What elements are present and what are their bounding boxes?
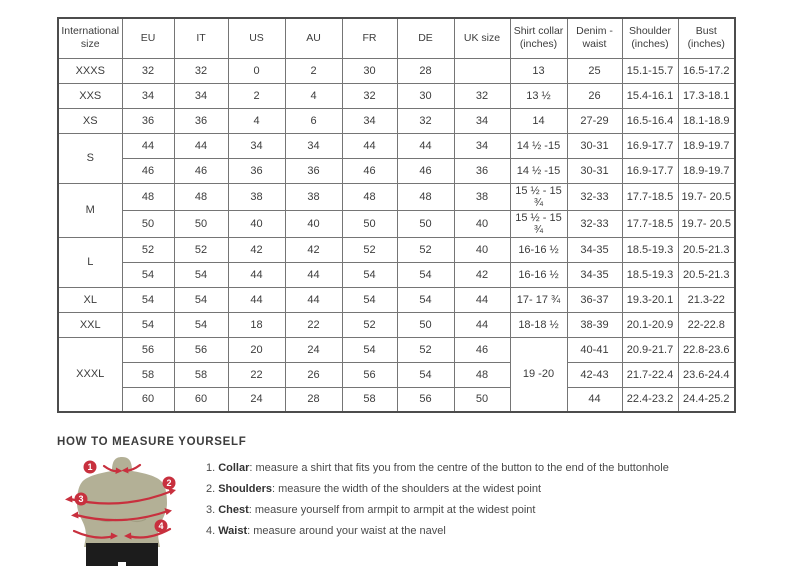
value-cell: 44 xyxy=(228,262,285,287)
value-cell: 28 xyxy=(285,387,342,412)
value-cell: 48 xyxy=(397,183,454,210)
value-cell: 44 xyxy=(454,312,510,337)
value-cell: 34 xyxy=(228,133,285,158)
item-desc: : measure around your waist at the navel xyxy=(247,525,446,537)
value-cell: 54 xyxy=(342,262,397,287)
value-cell: 56 xyxy=(174,337,228,362)
table-row xyxy=(58,262,735,287)
value-cell: 30-31 xyxy=(567,158,622,183)
value-cell: 2 xyxy=(228,83,285,108)
column-header: EU xyxy=(122,18,174,58)
value-cell: 54 xyxy=(174,262,228,287)
value-cell: 24.4-25.2 xyxy=(678,387,735,412)
value-cell: 38 xyxy=(454,183,510,210)
value-cell: 44 xyxy=(342,133,397,158)
value-cell: 32 xyxy=(174,58,228,83)
badge-2: 2 xyxy=(166,478,172,489)
value-cell: 28 xyxy=(397,58,454,83)
table-row xyxy=(58,362,735,387)
value-cell: 16.9-17.7 xyxy=(622,133,678,158)
value-cell: 46 xyxy=(122,158,174,183)
column-header: UK size xyxy=(454,18,510,58)
value-cell: 32 xyxy=(342,83,397,108)
column-header: Denim - waist xyxy=(567,18,622,58)
value-cell: 54 xyxy=(342,287,397,312)
value-cell: 46 xyxy=(454,337,510,362)
value-cell: 0 xyxy=(228,58,285,83)
value-cell: 16.9-17.7 xyxy=(622,158,678,183)
value-cell: 26 xyxy=(285,362,342,387)
value-cell: 44 xyxy=(567,387,622,412)
value-cell: 36-37 xyxy=(567,287,622,312)
value-cell: 17.7-18.5 xyxy=(622,183,678,210)
item-number: 2. xyxy=(206,483,216,495)
table-row xyxy=(58,337,735,362)
value-cell: 36 xyxy=(228,158,285,183)
item-number: 4. xyxy=(206,525,216,537)
column-header: International size xyxy=(58,18,122,58)
value-cell: 32 xyxy=(454,83,510,108)
value-cell: 38 xyxy=(285,183,342,210)
size-cell: S xyxy=(58,133,122,183)
value-cell: 15 ½ - 15 ¾ xyxy=(510,210,567,237)
badge-1: 1 xyxy=(87,462,93,473)
size-cell: XL xyxy=(58,287,122,312)
measure-item-chest xyxy=(206,500,669,521)
value-cell: 56 xyxy=(342,362,397,387)
value-cell: 22 xyxy=(228,362,285,387)
size-table xyxy=(57,17,736,413)
value-cell: 48 xyxy=(342,183,397,210)
value-cell: 34 xyxy=(342,108,397,133)
value-cell: 54 xyxy=(342,337,397,362)
value-cell: 34 xyxy=(454,108,510,133)
value-cell: 36 xyxy=(122,108,174,133)
value-cell: 48 xyxy=(122,183,174,210)
value-cell: 13 ½ xyxy=(510,83,567,108)
value-cell: 16-16 ½ xyxy=(510,262,567,287)
value-cell: 21.3-22 xyxy=(678,287,735,312)
item-term: Shoulders xyxy=(218,483,272,495)
value-cell: 18.5-19.3 xyxy=(622,262,678,287)
value-cell: 34 xyxy=(285,133,342,158)
value-cell: 6 xyxy=(285,108,342,133)
size-cell: L xyxy=(58,237,122,287)
value-cell: 52 xyxy=(342,312,397,337)
table-row xyxy=(58,387,735,412)
value-cell: 40 xyxy=(454,237,510,262)
value-cell: 22 xyxy=(285,312,342,337)
table-header xyxy=(58,18,735,58)
header-row xyxy=(58,18,735,58)
item-number: 3. xyxy=(206,504,216,516)
value-cell: 36 xyxy=(174,108,228,133)
value-cell: 48 xyxy=(174,183,228,210)
value-cell: 15.1-15.7 xyxy=(622,58,678,83)
value-cell: 20.9-21.7 xyxy=(622,337,678,362)
value-cell: 34 xyxy=(122,83,174,108)
value-cell: 54 xyxy=(122,287,174,312)
column-header: Shoulder (inches) xyxy=(622,18,678,58)
value-cell: 44 xyxy=(174,133,228,158)
size-cell: XXXS xyxy=(58,58,122,83)
value-cell: 44 xyxy=(454,287,510,312)
size-cell: XS xyxy=(58,108,122,133)
value-cell: 58 xyxy=(174,362,228,387)
column-header: AU xyxy=(285,18,342,58)
value-cell: 54 xyxy=(397,362,454,387)
value-cell: 54 xyxy=(122,312,174,337)
value-cell: 32 xyxy=(397,108,454,133)
value-cell: 19.3-20.1 xyxy=(622,287,678,312)
value-cell: 27-29 xyxy=(567,108,622,133)
value-cell: 20.1-20.9 xyxy=(622,312,678,337)
value-cell: 56 xyxy=(397,387,454,412)
value-cell: 36 xyxy=(454,158,510,183)
value-cell: 4 xyxy=(228,108,285,133)
value-cell: 58 xyxy=(342,387,397,412)
measure-item-collar xyxy=(206,458,669,479)
value-cell: 50 xyxy=(174,210,228,237)
value-cell: 40-41 xyxy=(567,337,622,362)
torso-illustration-icon xyxy=(60,455,192,566)
value-cell: 52 xyxy=(397,237,454,262)
value-cell: 22.4-23.2 xyxy=(622,387,678,412)
value-cell: 38-39 xyxy=(567,312,622,337)
measurement-figure xyxy=(60,455,192,566)
collar-cell: 19 -20 xyxy=(510,337,567,412)
value-cell: 52 xyxy=(174,237,228,262)
badge-3: 3 xyxy=(78,494,84,505)
value-cell: 17.3-18.1 xyxy=(678,83,735,108)
item-term: Waist xyxy=(218,525,248,537)
value-cell: 22.8-23.6 xyxy=(678,337,735,362)
value-cell: 20 xyxy=(228,337,285,362)
value-cell: 54 xyxy=(397,262,454,287)
value-cell: 54 xyxy=(397,287,454,312)
badge-4: 4 xyxy=(158,521,164,532)
value-cell: 32-33 xyxy=(567,183,622,210)
value-cell: 54 xyxy=(122,262,174,287)
value-cell: 60 xyxy=(122,387,174,412)
value-cell: 25 xyxy=(567,58,622,83)
value-cell: 18.5-19.3 xyxy=(622,237,678,262)
column-header: DE xyxy=(397,18,454,58)
measure-title: HOW TO MEASURE YOURSELF xyxy=(57,436,247,448)
value-cell: 22-22.8 xyxy=(678,312,735,337)
table-body xyxy=(58,58,735,412)
table-row xyxy=(58,287,735,312)
value-cell: 52 xyxy=(342,237,397,262)
value-cell: 17- 17 ¾ xyxy=(510,287,567,312)
value-cell: 42-43 xyxy=(567,362,622,387)
table-row xyxy=(58,158,735,183)
value-cell: 30 xyxy=(397,83,454,108)
value-cell xyxy=(454,58,510,83)
value-cell: 34-35 xyxy=(567,262,622,287)
size-cell: XXS xyxy=(58,83,122,108)
value-cell: 58 xyxy=(122,362,174,387)
value-cell: 32 xyxy=(122,58,174,83)
value-cell: 38 xyxy=(228,183,285,210)
size-cell: XXL xyxy=(58,312,122,337)
value-cell: 44 xyxy=(397,133,454,158)
table-row xyxy=(58,58,735,83)
size-chart-section xyxy=(57,17,787,413)
value-cell: 40 xyxy=(285,210,342,237)
value-cell: 34-35 xyxy=(567,237,622,262)
value-cell: 30 xyxy=(342,58,397,83)
measure-section xyxy=(57,436,787,566)
value-cell: 48 xyxy=(454,362,510,387)
value-cell: 60 xyxy=(174,387,228,412)
table-row xyxy=(58,133,735,158)
item-number: 1. xyxy=(206,462,216,474)
item-desc: : measure the width of the shoulders at the widest point xyxy=(271,483,542,495)
value-cell: 21.7-22.4 xyxy=(622,362,678,387)
value-cell: 20.5-21.3 xyxy=(678,262,735,287)
value-cell: 50 xyxy=(397,312,454,337)
value-cell: 4 xyxy=(285,83,342,108)
column-header: FR xyxy=(342,18,397,58)
column-header: IT xyxy=(174,18,228,58)
value-cell: 46 xyxy=(397,158,454,183)
value-cell: 40 xyxy=(228,210,285,237)
value-cell: 16.5-16.4 xyxy=(622,108,678,133)
value-cell: 2 xyxy=(285,58,342,83)
value-cell: 42 xyxy=(228,237,285,262)
value-cell: 14 xyxy=(510,108,567,133)
measure-item-waist xyxy=(206,521,669,542)
table-row xyxy=(58,210,735,237)
value-cell: 18-18 ½ xyxy=(510,312,567,337)
value-cell: 17.7-18.5 xyxy=(622,210,678,237)
value-cell: 24 xyxy=(285,337,342,362)
value-cell: 50 xyxy=(454,387,510,412)
table-row xyxy=(58,83,735,108)
value-cell: 46 xyxy=(174,158,228,183)
value-cell: 44 xyxy=(285,262,342,287)
value-cell: 36 xyxy=(285,158,342,183)
size-cell: M xyxy=(58,183,122,237)
value-cell: 16-16 ½ xyxy=(510,237,567,262)
table-row xyxy=(58,108,735,133)
size-cell: XXXL xyxy=(58,337,122,412)
table-row xyxy=(58,237,735,262)
value-cell: 50 xyxy=(397,210,454,237)
value-cell: 42 xyxy=(454,262,510,287)
value-cell: 18.9-19.7 xyxy=(678,133,735,158)
column-header: Shirt collar (inches) xyxy=(510,18,567,58)
value-cell: 15.4-16.1 xyxy=(622,83,678,108)
value-cell: 23.6-24.4 xyxy=(678,362,735,387)
measure-item-shoulders xyxy=(206,479,669,500)
item-desc: : measure yourself from armpit to armpit at the widest point xyxy=(248,504,536,516)
value-cell: 32-33 xyxy=(567,210,622,237)
value-cell: 34 xyxy=(174,83,228,108)
value-cell: 13 xyxy=(510,58,567,83)
value-cell: 24 xyxy=(228,387,285,412)
value-cell: 54 xyxy=(174,287,228,312)
value-cell: 14 ½ -15 xyxy=(510,133,567,158)
column-header: Bust (inches) xyxy=(678,18,735,58)
value-cell: 18.1-18.9 xyxy=(678,108,735,133)
value-cell: 50 xyxy=(122,210,174,237)
value-cell: 16.5-17.2 xyxy=(678,58,735,83)
value-cell: 20.5-21.3 xyxy=(678,237,735,262)
measure-instructions xyxy=(206,455,669,542)
item-desc: : measure a shirt that fits you from the centre of the button to the end of the buttonhole xyxy=(249,462,669,474)
value-cell: 26 xyxy=(567,83,622,108)
value-cell: 15 ½ - 15 ¾ xyxy=(510,183,567,210)
table-row xyxy=(58,312,735,337)
value-cell: 34 xyxy=(454,133,510,158)
shorts-shape xyxy=(86,543,158,566)
value-cell: 18.9-19.7 xyxy=(678,158,735,183)
value-cell: 46 xyxy=(342,158,397,183)
item-term: Chest xyxy=(218,504,249,516)
column-header: US xyxy=(228,18,285,58)
value-cell: 44 xyxy=(228,287,285,312)
value-cell: 50 xyxy=(342,210,397,237)
value-cell: 44 xyxy=(122,133,174,158)
value-cell: 52 xyxy=(397,337,454,362)
value-cell: 40 xyxy=(454,210,510,237)
value-cell: 14 ½ -15 xyxy=(510,158,567,183)
value-cell: 56 xyxy=(122,337,174,362)
value-cell: 19.7- 20.5 xyxy=(678,183,735,210)
value-cell: 52 xyxy=(122,237,174,262)
value-cell: 54 xyxy=(174,312,228,337)
value-cell: 30-31 xyxy=(567,133,622,158)
value-cell: 44 xyxy=(285,287,342,312)
value-cell: 42 xyxy=(285,237,342,262)
item-term: Collar xyxy=(218,462,250,474)
value-cell: 19.7- 20.5 xyxy=(678,210,735,237)
value-cell: 18 xyxy=(228,312,285,337)
table-row xyxy=(58,183,735,210)
